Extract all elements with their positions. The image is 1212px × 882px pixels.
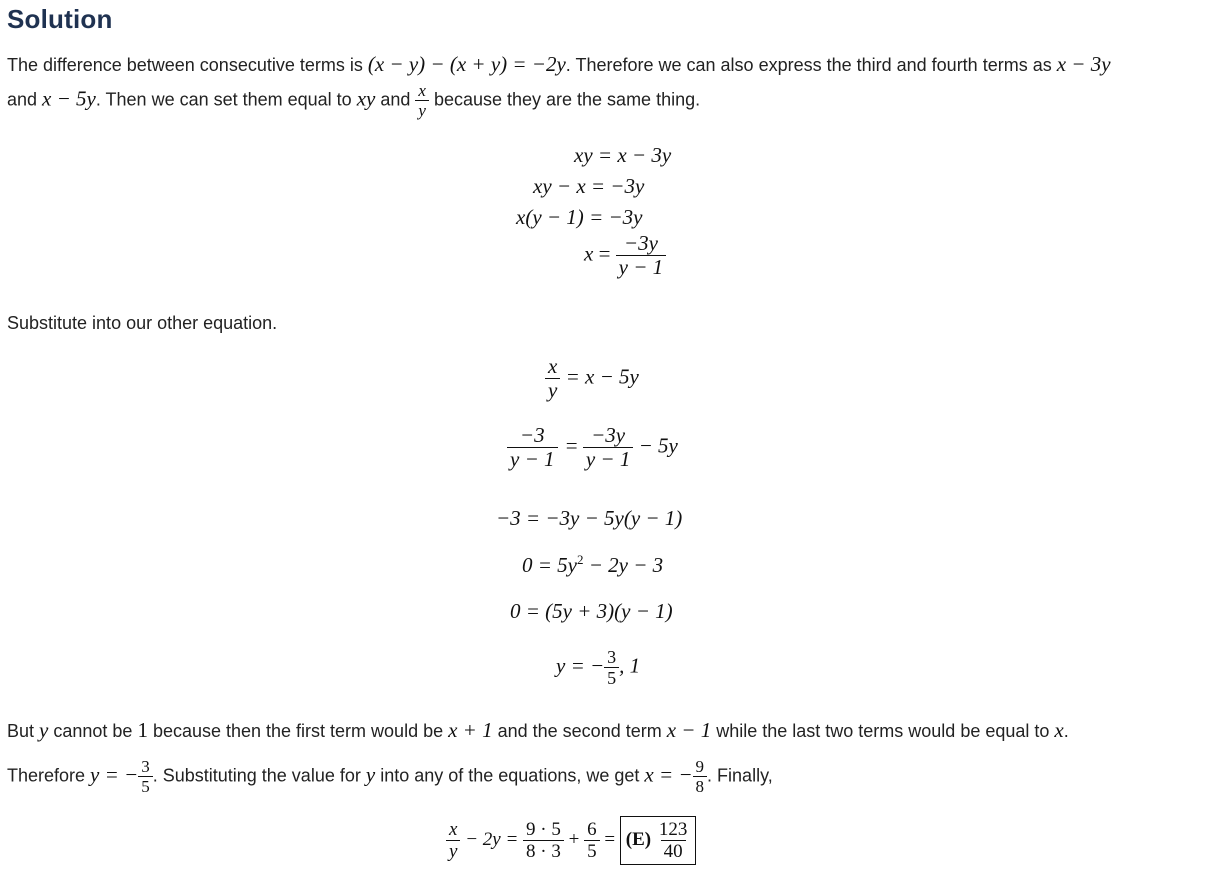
fraction-6-over-5: $\frac{6}{5}$ bbox=[584, 820, 600, 861]
fraction-x-over-y: $\frac{x}{y}$ bbox=[545, 356, 560, 401]
fraction-neg3y-over-y-minus-1: $\frac{-3y}{y - 1}$ bbox=[583, 425, 634, 470]
text: and bbox=[7, 89, 43, 110]
eq1-line-1: xy = x − 3y bbox=[574, 143, 672, 167]
fraction-neg3y-over-y-minus-1: $\frac{-3y}{y - 1}$ bbox=[616, 233, 667, 278]
eq2-line-5: 0 = (5y + 3)(y − 1) bbox=[510, 599, 673, 623]
paragraph-2: Substitute into our other equation. bbox=[7, 313, 278, 333]
eq1-line-4: x = $\frac{-3y}{y - 1}$ bbox=[584, 233, 666, 278]
eq1-line-2: xy − x = −3y bbox=[533, 174, 645, 198]
text: because they are the same thing. bbox=[428, 89, 701, 110]
final-equation: $\frac{x}{y}$ − 2y = $\frac{9 \cdot 5}{8 \cdot 3}$ + $\frac{6}{5}$ = (E) $\frac{123}{40}$ bbox=[446, 816, 696, 865]
fraction-x-over-y: $\frac{x}{y}$ bbox=[415, 82, 429, 119]
eq2-line-4: $0 = 5y^2 - 2y - 3$ bbox=[522, 552, 664, 577]
answer-label: (E) bbox=[625, 828, 652, 850]
text: . Then we can set them equal to bbox=[95, 89, 357, 110]
eq2-line-6: y = − $\frac{3}{5}$ , 1 bbox=[556, 647, 641, 688]
eq1-line-3: x(y − 1) = −3y bbox=[516, 205, 643, 229]
fraction-3-over-5: $\frac{3}{5}$ bbox=[138, 758, 153, 795]
text: and bbox=[375, 89, 416, 110]
eq2-line-1: $\frac{x}{y}$ = x − 5y bbox=[545, 356, 639, 401]
paragraph-1-line-1 bbox=[7, 54, 1111, 75]
fraction-3-over-5: $\frac{3}{5}$ bbox=[604, 648, 619, 687]
math-xy: xy bbox=[356, 86, 376, 111]
math-fourth-term: x − 5y bbox=[42, 86, 96, 111]
fraction-9-over-8: $\frac{9}{8}$ bbox=[693, 758, 708, 795]
eq2-line-2: $\frac{-3}{y - 1}$ = $\frac{-3y}{y - 1}$ − 5y bbox=[504, 425, 678, 470]
math-difference: (x − y) − (x + y) = −2y bbox=[367, 52, 566, 76]
fraction-x-over-y: $\frac{x}{y}$ bbox=[446, 820, 460, 861]
eq2-line-3: −3 = −3y − 5y(y − 1) bbox=[496, 506, 683, 530]
fraction-123-over-40: $\frac{123}{40}$ bbox=[658, 819, 688, 862]
paragraph-3: But y cannot be 1 because then the first term would be x + 1 and the second term x − 1 while the last two terms would be equal to x. bbox=[7, 718, 1069, 742]
paragraph-1-line-2 bbox=[7, 82, 700, 119]
text: The difference between consecutive terms is bbox=[7, 55, 368, 75]
paragraph-4: Therefore y = − $\frac{3}{5}$ . Substituting the value for y into any of the equations, we get x = − $\frac{9}{8}$ . Finally, bbox=[7, 757, 773, 796]
answer-box bbox=[620, 816, 697, 865]
math-third-term: x − 3y bbox=[1056, 52, 1111, 76]
solution-heading: Solution bbox=[7, 4, 113, 34]
fraction-neg3-over-y-minus-1: $\frac{-3}{y - 1}$ bbox=[504, 425, 561, 470]
fraction-45-over-24: $\frac{9 \cdot 5}{8 \cdot 3}$ bbox=[523, 820, 564, 861]
text: . Therefore we can also express the third and fourth terms as bbox=[565, 55, 1057, 75]
